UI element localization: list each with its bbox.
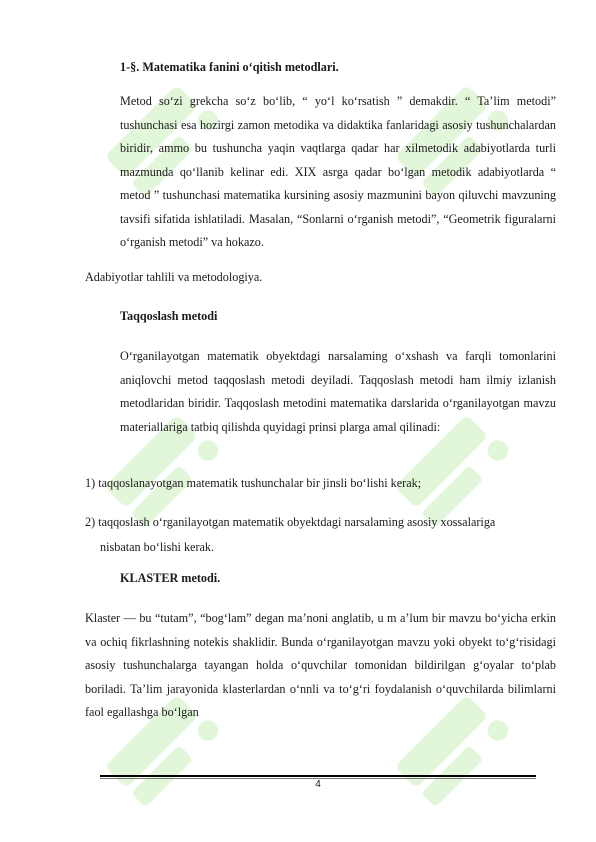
paragraph-metod-text: Metod so‘zi grekcha so‘z bo‘lib, “ yo‘l ko‘rsatish ” demakdir. “ Ta’lim metodi” tushunchasi esa hozirgi zamon metodika va didaktika fanlaridagi asosiy tushunchalardan biridir, ammo bu tushuncha yaqin vaqtlarga qadar har xilmetodik adabiyotlarda turli mazmunda qo‘llanib kelinar edi. XIX asrga qadar bo‘lgan metodik adabiyotlarda “ metod ” tushunchasi matematika kursining asosiy mazmunini bayon qiluvchi mavzuning tavsifi sifatida ishlatiladi. Masalan, “Sonlarni o‘rganish metodi”, “Geometrik figuralarni o‘rganish metodi” va hokazo. [120, 94, 556, 249]
paragraph-taqqoslash-text: O‘rganilayotgan matematik obyektdagi narsalaming o‘xshash va farqli tomonlarini aniqlovchi metod taqqoslash metodi deyiladi. Taqqoslash metodi ham ilmiy izlanish metodlaridan biridir. Taqqoslash metodini matematika darslarida o‘rganilayotgan mavzu materiallariga tatbiq qilishda quyidagi prinsi plarga amal qilinadi: [120, 349, 556, 434]
subheading-adabiyotlar: Adabiyotlar tahlili va metodologiya. [85, 270, 263, 284]
paragraph-klaster: Klaster — bu “tutam”, “bog‘lam” degan ma’noni anglatib, u m a’lum bir mavzu bo‘yicha erkin va ochiq fikrlashning notekis shaklidir. Bunda o‘rganilayotgan mavzu yoki obyekt to‘g‘risidagi asosiy tushunchalarga tayangan holda o‘quvchilar tomonidan bildirilgan g‘oyalar to‘plab boriladi. Ta’lim jarayonida klasterlardan o‘nnli va to‘g‘ri foydalanish o‘quvchilarda bilimlarni faol egallashga bo‘lgan [85, 611, 556, 719]
page-number: 4 [315, 779, 321, 790]
heading-taqqoslash: Taqqoslash metodi [120, 309, 218, 323]
paragraph-taqqoslash [85, 345, 556, 439]
heading-klaster: KLASTER metodi. [120, 571, 221, 585]
section-title: 1-§. Matematika fanini o‘qitish metodlari. [120, 60, 339, 74]
list-item-1: 1) taqqoslanayotgan matematik tushunchalar bir jinsli bo‘lishi kerak; [85, 476, 422, 490]
paragraph-metod [85, 90, 556, 255]
list-item-2-line-2: nisbatan bo‘lishi kerak. [100, 540, 215, 554]
footer-divider [100, 775, 536, 777]
list-item-2-line-1: 2) taqqoslash o‘rganilayotgan matematik obyektdagi narsalaming asosiy xossalariga [85, 515, 496, 529]
